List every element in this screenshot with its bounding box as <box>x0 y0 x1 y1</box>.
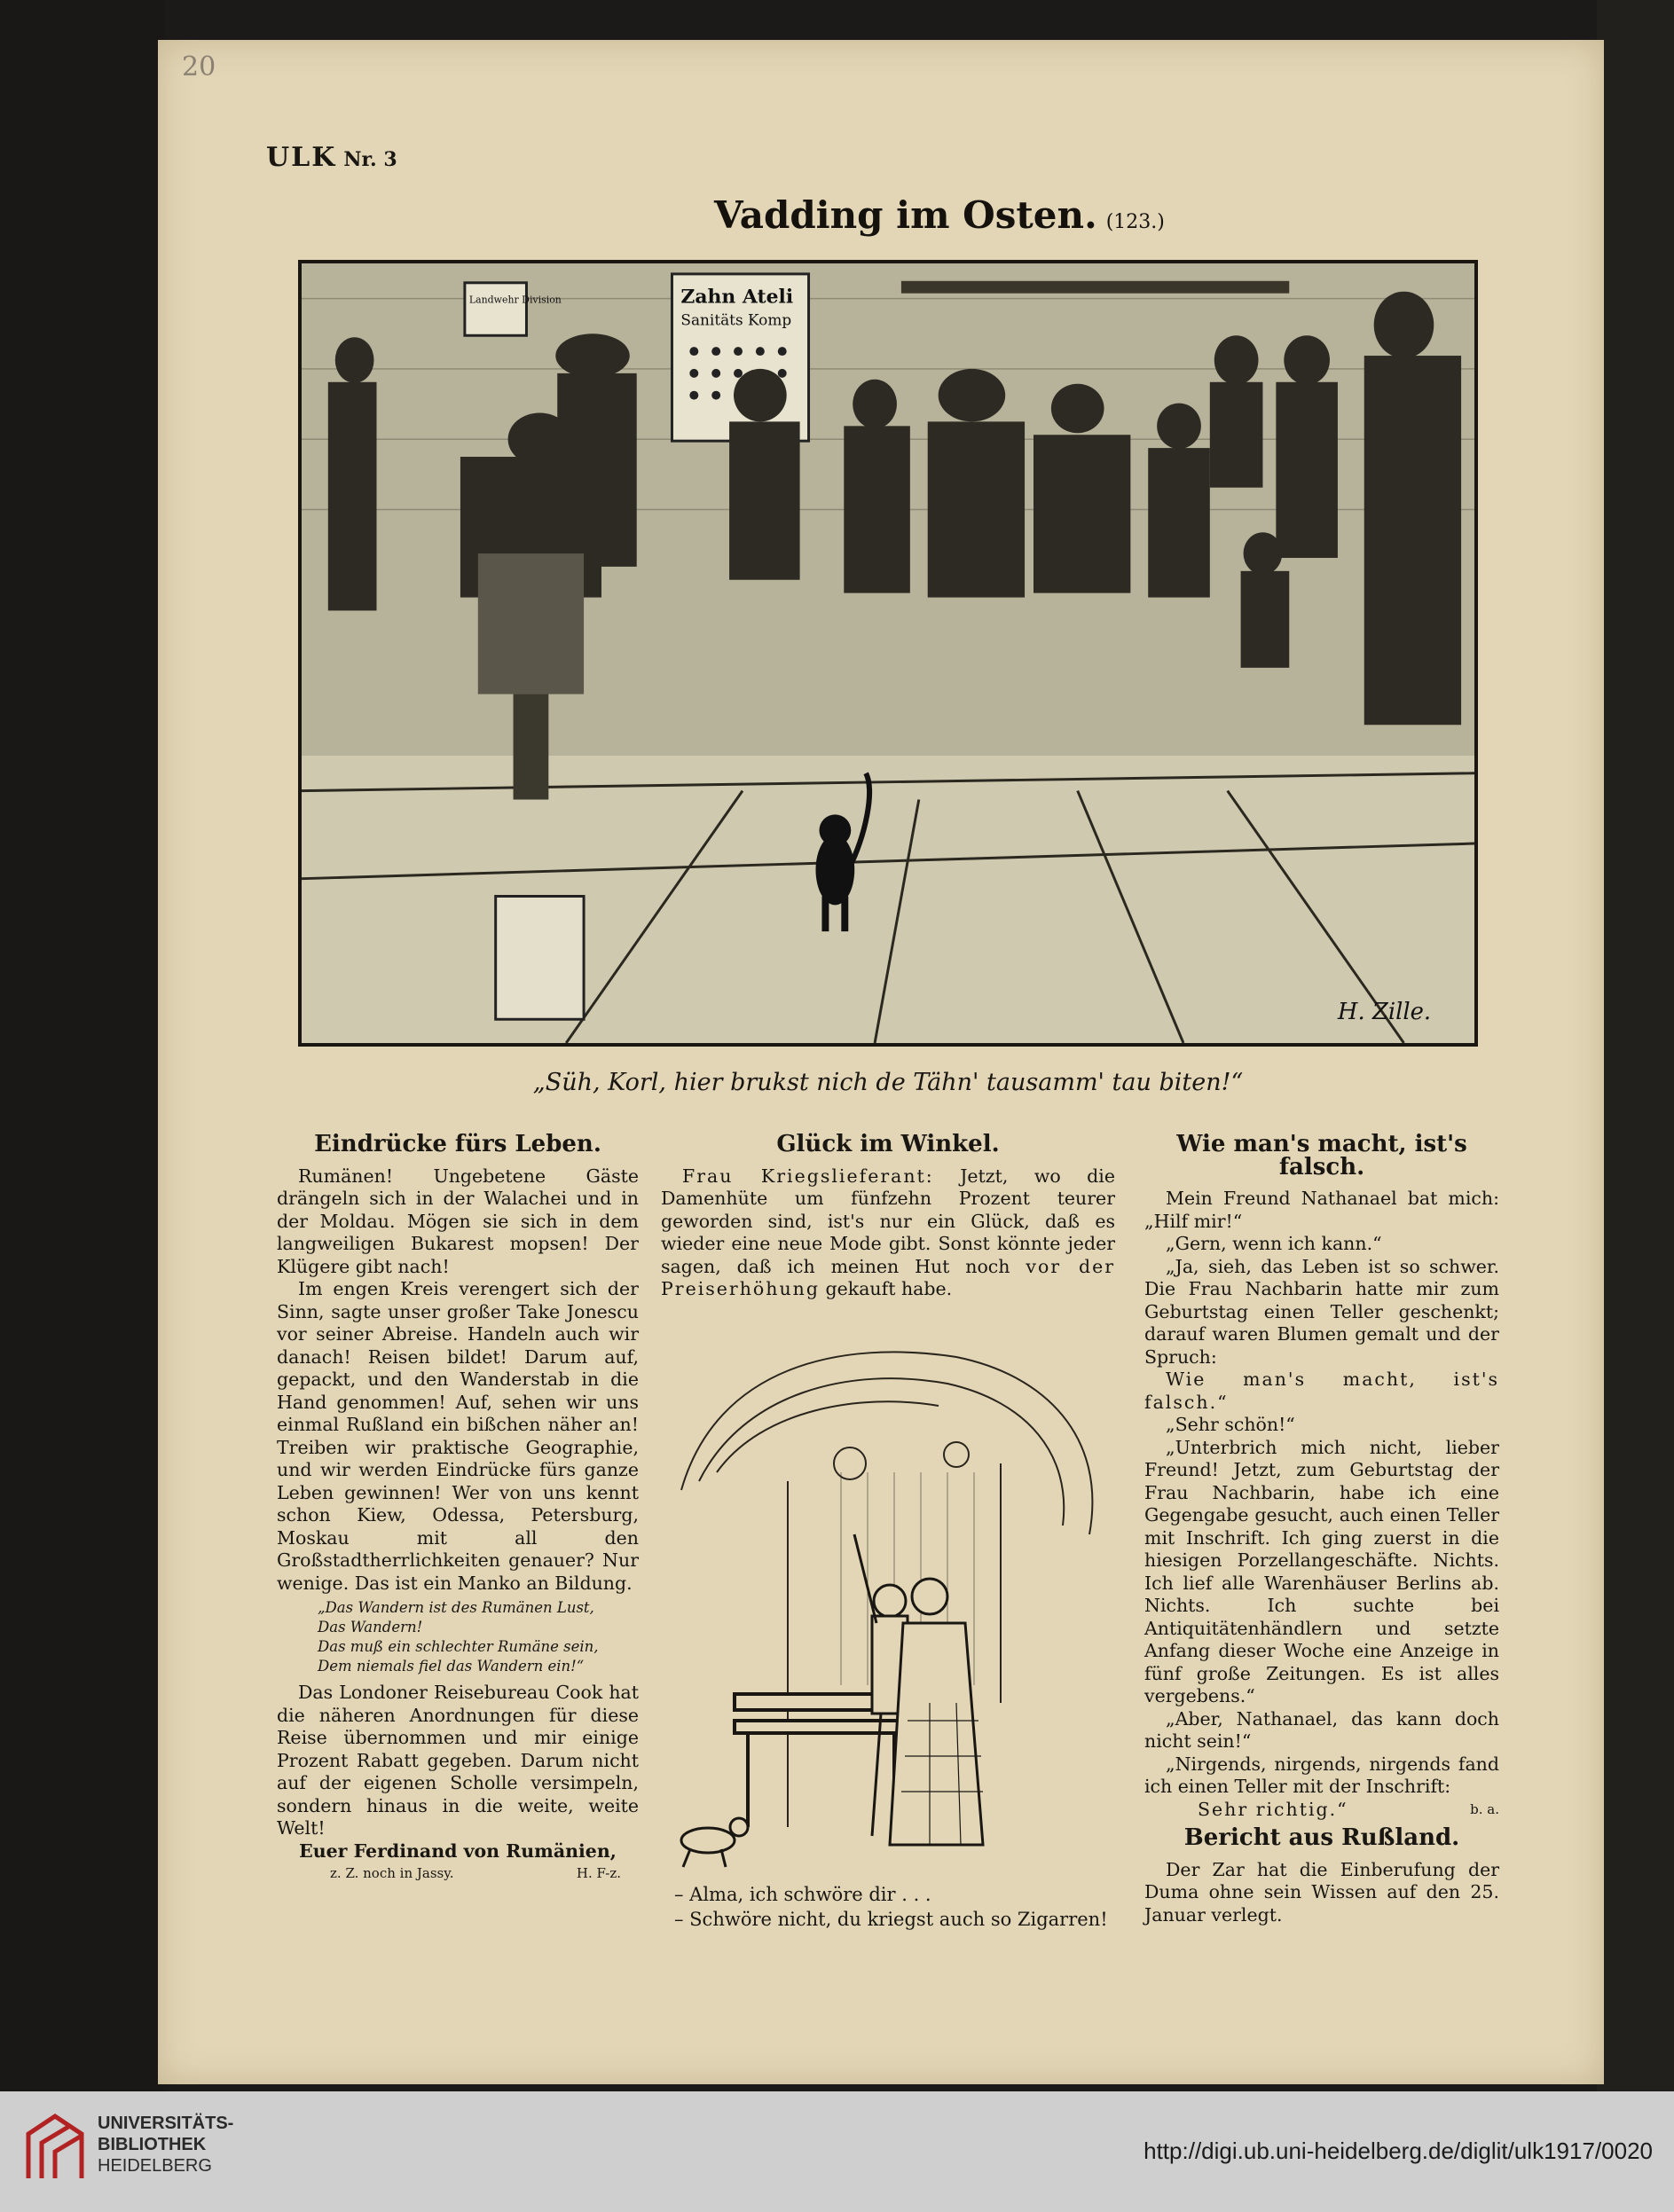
sign-dentist-line1: Zahn Ateli <box>680 286 794 309</box>
paragraph: „Nirgends, nirgends, nirgends fand ich einen Teller mit der Inschrift: <box>1144 1753 1499 1797</box>
spaced-text: vor der Preiserhöhung <box>661 1255 1115 1299</box>
library-name <box>98 2113 233 2177</box>
column-glueck <box>661 1133 1115 1301</box>
verse-line: Das Wandern! <box>318 1619 423 1635</box>
article-heading: Bericht aus Rußland. <box>1183 1824 1460 1851</box>
signature-location: z. Z. noch in Jassy. <box>330 1865 454 1881</box>
paragraph: Mein Freund Nathanael bat mich: „Hilf mir!“ <box>1144 1188 1499 1232</box>
cartoon-drawing <box>302 263 1474 1043</box>
paragraph: „Ja, sieh, das Leben ist so schwer. Die Frau Nachbarin hatte mir zum Geburtstag einen Teller geschenkt; darauf waren Blumen gemalt und der Spruch: <box>1144 1255 1499 1368</box>
page-edge <box>1597 0 1674 2091</box>
book-binding <box>0 0 164 2091</box>
text-end: gekauft habe. <box>820 1278 953 1299</box>
issue-number: Nr. 3 <box>343 148 397 171</box>
caption-line: – Alma, ich schwöre dir . . . <box>674 1884 931 1905</box>
library-name-line: HEIDELBERG <box>98 2156 212 2176</box>
cartoon-illustration <box>298 260 1478 1047</box>
cartoon-title <box>714 193 1165 237</box>
verse-line: „Das Wandern ist des Rumänen Lust, <box>318 1599 594 1616</box>
closing-quote: Sehr richtig.“ <box>1198 1798 1348 1820</box>
verse-line: Dem niemals fiel das Wandern ein!“ <box>318 1658 585 1675</box>
article-heading: Eindrücke fürs Leben. <box>314 1131 601 1157</box>
bench-illustration <box>664 1330 1112 1871</box>
paragraph: „Aber, Nathanael, das kann doch nicht sein!“ <box>1144 1707 1499 1752</box>
signature-line: Euer Ferdinand von Rumänien, <box>299 1839 617 1862</box>
author-initials: H. F-z. <box>576 1865 621 1881</box>
masthead <box>266 142 397 173</box>
cartoon-title-text: Vadding im Osten. <box>714 193 1097 237</box>
caption-line: – Schwöre nicht, du kriegst auch so Zigarren! <box>674 1909 1108 1930</box>
article-heading: Glück im Winkel. <box>776 1131 1000 1157</box>
permalink-url[interactable]: http://digi.ub.uni-heidelberg.de/diglit/ulk1917/0020 <box>1144 2137 1653 2164</box>
handwritten-folio: 20 <box>182 51 216 82</box>
artist-signature: H. Zille. <box>1337 999 1432 1026</box>
paragraph: Rumänen! Ungebetene Gäste drängeln sich in der Walachei und in der Moldau. Mögen sie sich in dem langweiligen Bukarest mopsen! Der Klügere gibt nach! <box>277 1165 639 1277</box>
library-name-line: BIBLIOTHEK <box>98 2135 207 2154</box>
cartoon-caption: „Süh, Korl, hier brukst nich de Tähn' tausamm' tau biten!“ <box>532 1069 1244 1096</box>
paragraph: „Gern, wenn ich kann.“ <box>1166 1233 1382 1254</box>
signature-detail <box>277 1863 639 1886</box>
column-wie-mans-macht <box>1144 1133 1499 1821</box>
spruch: Wie man's macht, ist's falsch.“ <box>1144 1369 1499 1413</box>
paragraph: Im engen Kreis verengert sich der Sinn, sagte unser großer Take Jonescu vor seiner Abreise. Handeln auch wir danach! Reisen bildet! Darum auf, gepackt, und den Wanderstab in die Hand genommen! Auf, sehen wir uns einmal Rußland ein bißchen näher an! Treiben wir praktische Geographie, und wir werden Eindrücke fürs ganze Leben gewinnen! Wer von uns kennt schon Kiew, Odessa, Petersburg, Moskau mit all den Großstadtherrlichkeiten genauer? Nur wenige. Das ist ein Manko an Bildung. <box>277 1278 639 1594</box>
column-eindruecke <box>277 1133 639 1886</box>
author-initials: b. a. <box>1470 1800 1499 1817</box>
paragraph: „Unterbrich mich nicht, lieber Freund! Jetzt, zum Geburtstag der Frau Nachbarin, habe ich eine Gegengabe gesucht, auch einen Teller mit Inschrift. Ich ging zuerst in die hiesigen Porzellangeschäfte. Nichts. Ich lief alle Warenhäuser Berlins ab. Nichts. Ich suchte bei Antiquitätenhändlern und setzte Anfang dieser Woche eine Anzeige in fünf große Zeitungen. Es ist alles vergebens.“ <box>1144 1436 1499 1706</box>
paragraph <box>661 1165 1115 1301</box>
illustration-caption <box>674 1882 1127 1932</box>
text: Jetzt, wo die Damenhüte um fünfzehn Prozent teurer geworden sind, ist's nur ein Glück, daß es wieder eine neue Mode gibt. Sonst könnte jeder sagen, daß ich meinen Hut noch <box>661 1165 1115 1277</box>
verse-line: Das muß ein schlechter Rumäne sein, <box>318 1638 599 1655</box>
sign-division-text: Landwehr Division <box>468 294 562 306</box>
verse-quote <box>318 1598 639 1676</box>
sign-dentist-line2: Sanitäts Komp <box>680 310 792 329</box>
paragraph: Das Londoner Reisebureau Cook hat die näheren Anordnungen für diese Reise übernommen und mir einige Prozent Rabatt gegeben. Darum nicht auf der eigenen Scholle versimpeln, sondern hinaus in die weite, weite Welt! <box>277 1682 639 1839</box>
library-name-line: UNIVERSITÄTS- <box>98 2114 234 2133</box>
library-logo-icon <box>20 2107 90 2187</box>
sign-division <box>465 283 527 335</box>
column-bericht <box>1144 1824 1499 1926</box>
masthead-title: ULK <box>266 142 337 173</box>
speaker: Frau Kriegslieferant: <box>682 1165 934 1187</box>
paragraph: „Sehr schön!“ <box>1166 1414 1295 1435</box>
article-heading: Wie man's macht, ist's falsch. <box>1176 1131 1467 1181</box>
paragraph: Der Zar hat die Einberufung der Duma ohne sein Wissen auf den 25. Januar verlegt. <box>1144 1858 1499 1926</box>
cartoon-number: (123.) <box>1105 211 1165 233</box>
closing-line <box>1144 1799 1499 1822</box>
